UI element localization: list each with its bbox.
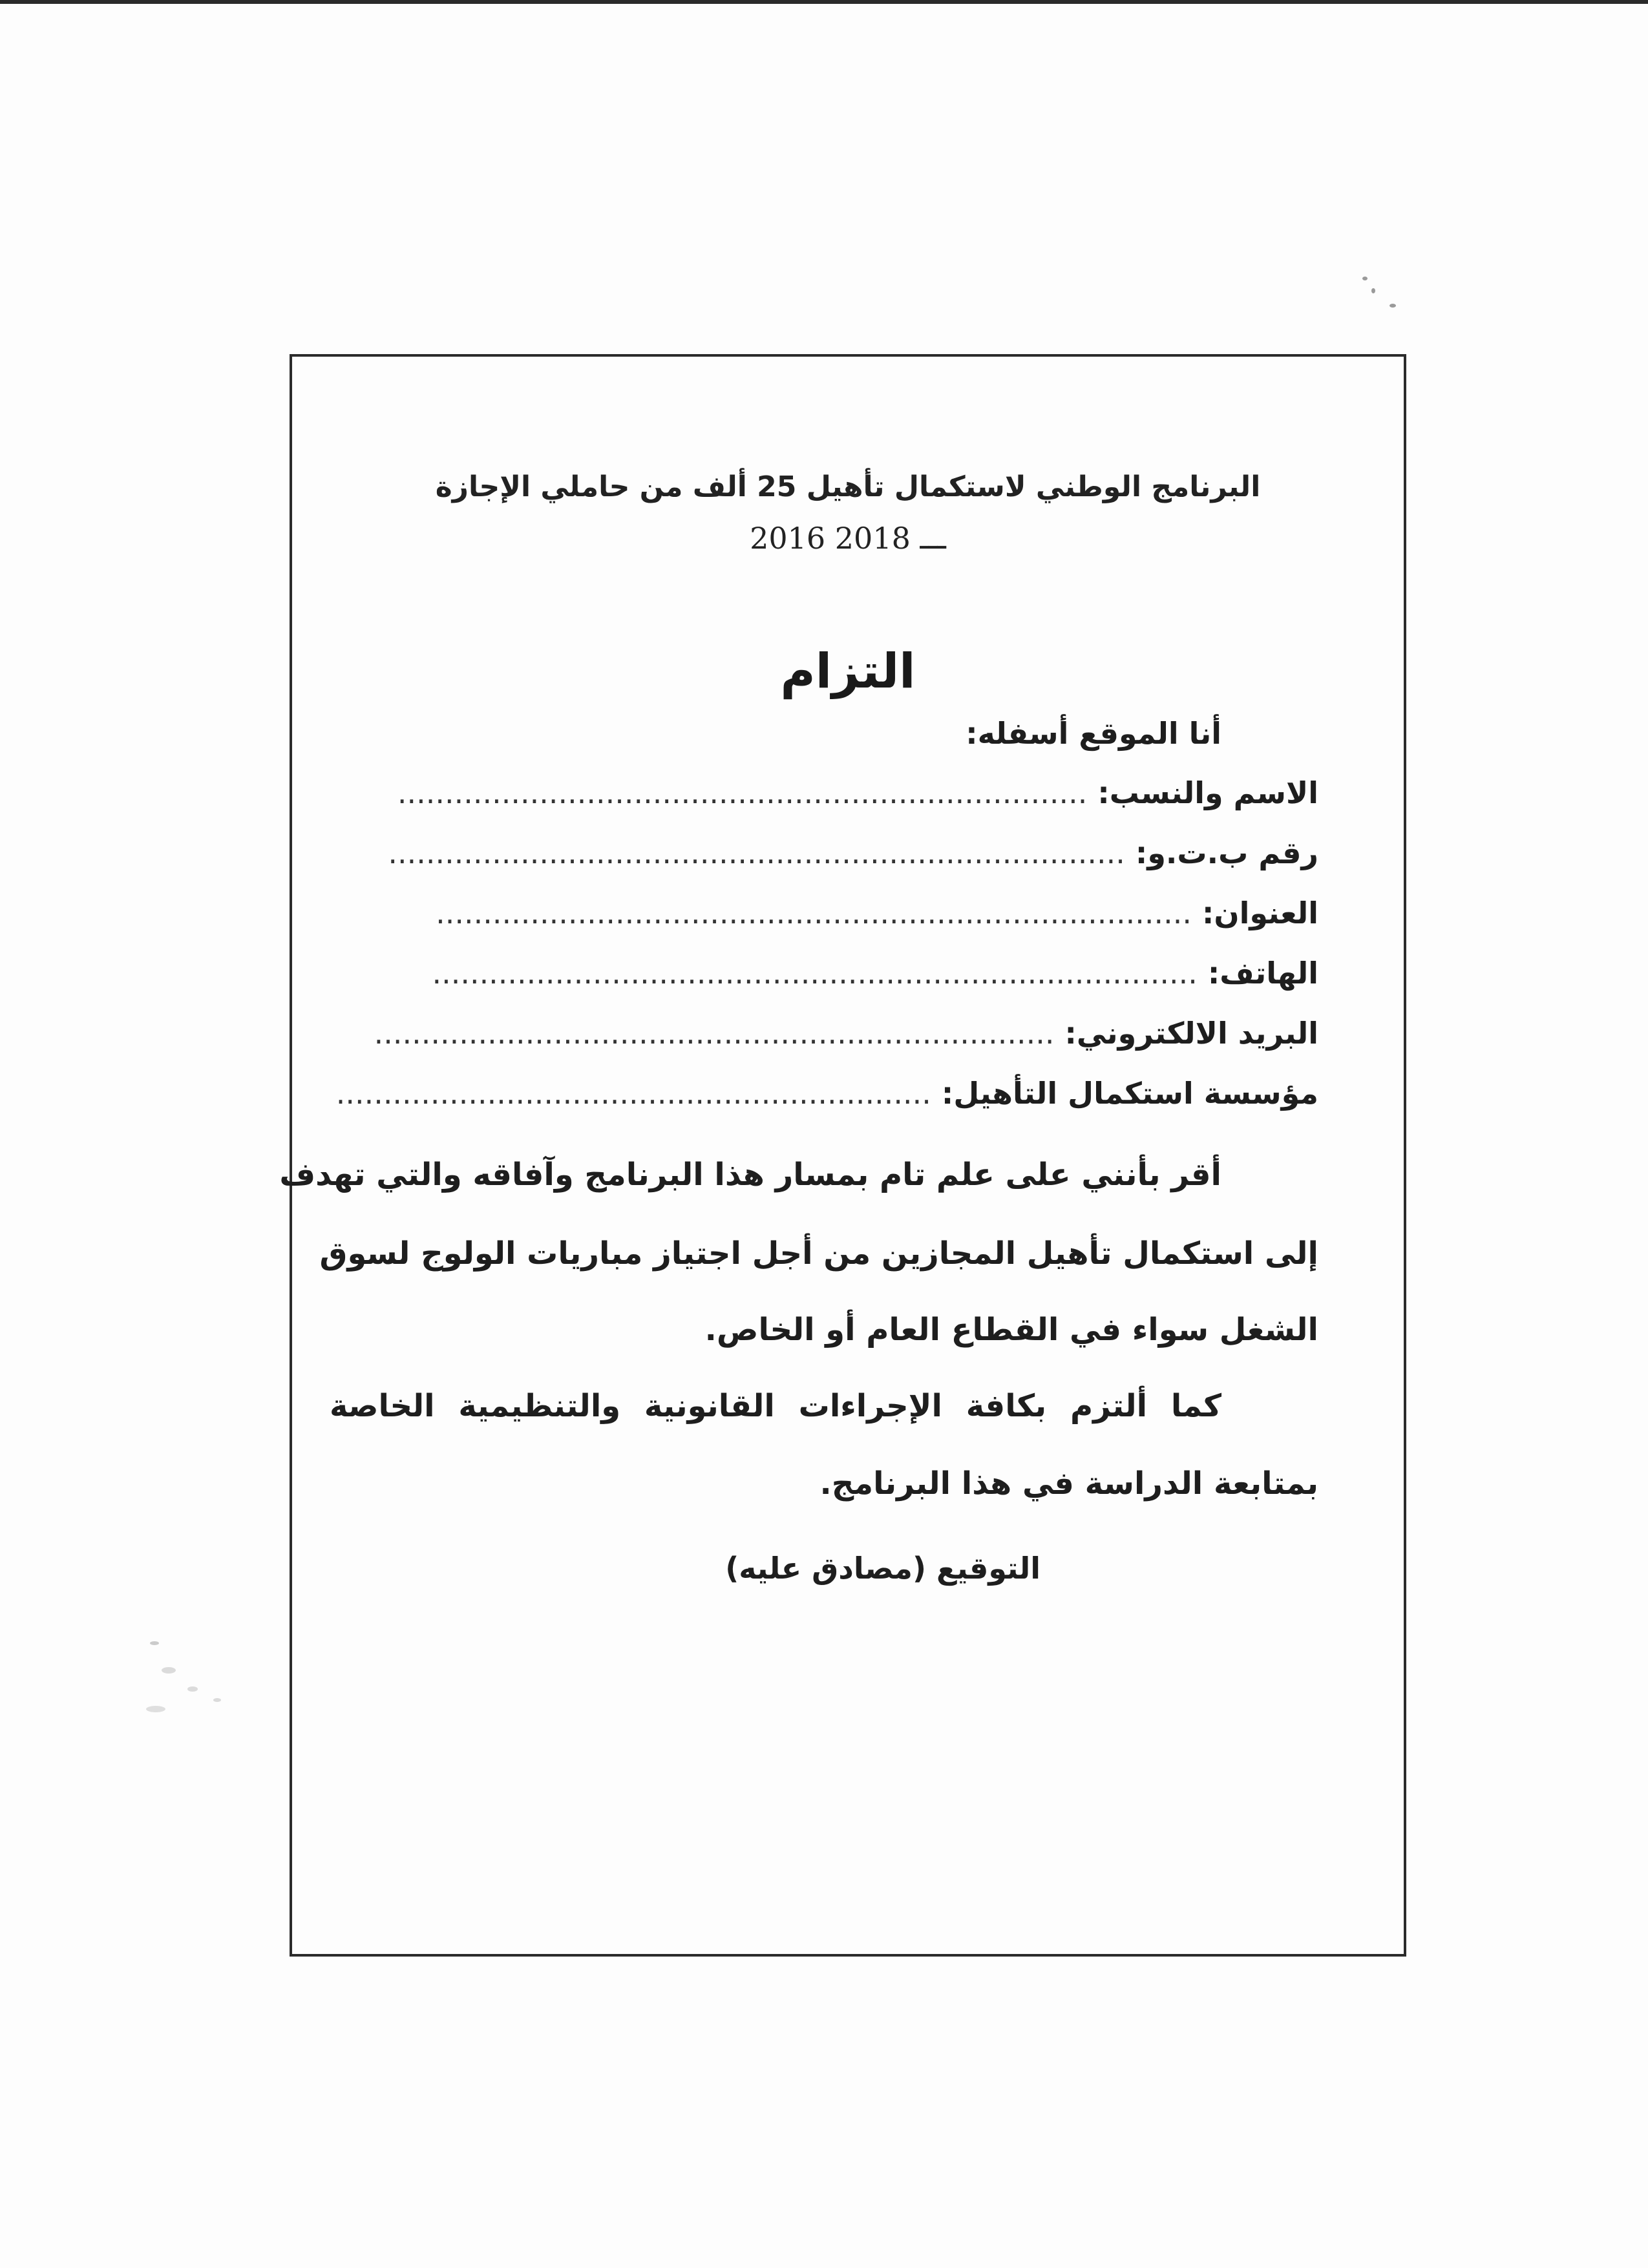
field-institution	[336, 1076, 1318, 1111]
fill-line: .........................................................................	[397, 775, 1088, 810]
signature-line: التوقيع (مصادق عليه)	[725, 1551, 1041, 1586]
field-label: الاسم والنسب:	[1097, 775, 1318, 810]
fill-line: ..............................................................................	[388, 835, 1125, 870]
program-years: 2016 ـــ 2018	[750, 521, 946, 556]
field-label: البريد الالكتروني:	[1064, 1016, 1318, 1051]
scan-speck	[162, 1667, 176, 1674]
scan-speck	[150, 1641, 159, 1645]
field-full-name	[397, 775, 1318, 810]
fill-line: .................................................................................	[432, 956, 1198, 991]
paragraph-line: الشغل سواء في القطاع العام أو الخاص.	[704, 1312, 1318, 1348]
paragraph-line: كما ألتزم بكافة الإجراءات القانونية والتنظيمية الخاصة	[330, 1388, 1221, 1424]
scan-speck	[1371, 288, 1375, 293]
document-title: التزام	[780, 644, 916, 699]
scan-speck	[187, 1686, 198, 1692]
program-title: البرنامج الوطني لاستكمال تأهيل 25 ألف من حاملي الإجازة	[435, 470, 1261, 503]
fill-line: ...............................................................	[335, 1076, 931, 1111]
paragraph-line: أقر بأنني على علم تام بمسار هذا البرنامج وآفاقه والتي تهدف	[279, 1157, 1221, 1193]
paragraph-line: بمتابعة الدراسة في هذا البرنامج.	[819, 1465, 1318, 1502]
field-id-card-number	[388, 835, 1318, 870]
fill-line: ........................................................................	[374, 1016, 1055, 1051]
fill-line: ................................................................................	[436, 896, 1192, 930]
scan-speck	[213, 1698, 221, 1702]
field-label: العنوان:	[1201, 896, 1318, 930]
scan-edge	[0, 0, 1648, 4]
scan-speck	[1362, 277, 1368, 280]
paragraph-line: إلى استكمال تأهيل المجازين من أجل اجتياز مباريات الولوج لسوق	[319, 1235, 1318, 1272]
document-frame	[279, 354, 1406, 1957]
field-phone	[432, 956, 1318, 991]
scan-speck	[1389, 304, 1396, 308]
intro-line: أنا الموقع أسفله:	[966, 716, 1221, 751]
field-label: الهاتف:	[1207, 956, 1318, 991]
field-label: مؤسسة استكمال التأهيل:	[941, 1076, 1318, 1111]
field-email	[374, 1016, 1318, 1051]
scan-speck	[146, 1706, 165, 1712]
field-address	[436, 896, 1318, 930]
field-label: رقم ب.ت.و:	[1135, 835, 1318, 870]
